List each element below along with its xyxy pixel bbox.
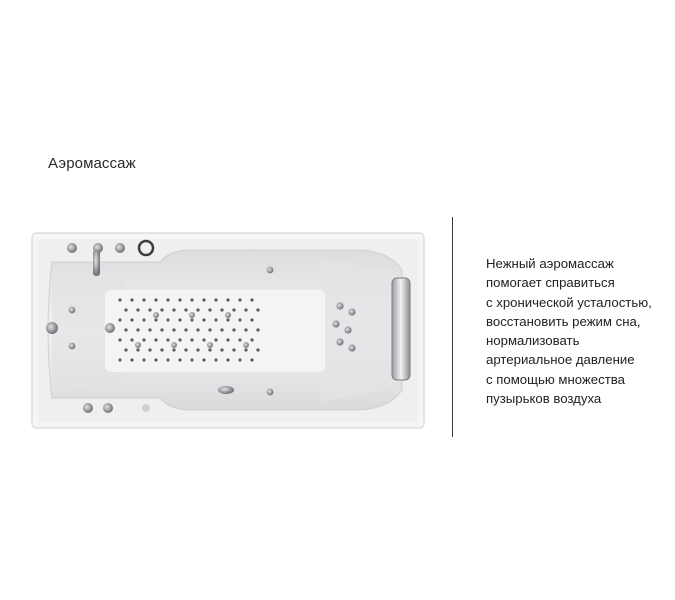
- drain-icon: [218, 386, 234, 394]
- description-line: артериальное давление: [486, 352, 635, 368]
- description-line: помогает справиться: [486, 275, 615, 291]
- headrest-icon: [392, 278, 410, 380]
- description-line: с помощью множества: [486, 371, 625, 387]
- description-line: восстановить режим сна,: [486, 313, 641, 329]
- description-line: нормализовать: [486, 333, 580, 349]
- feature-title: Аэромассаж: [48, 155, 136, 172]
- bathtub-top-view-image: [30, 230, 426, 430]
- description-line: Нежный аэромассаж: [486, 256, 614, 271]
- bathtub-image: [30, 230, 426, 430]
- feature-description: [486, 254, 671, 408]
- vertical-divider: [452, 217, 453, 437]
- description-line: пузырьков воздуха: [486, 391, 602, 407]
- description-line: с хронической усталостью,: [486, 294, 652, 310]
